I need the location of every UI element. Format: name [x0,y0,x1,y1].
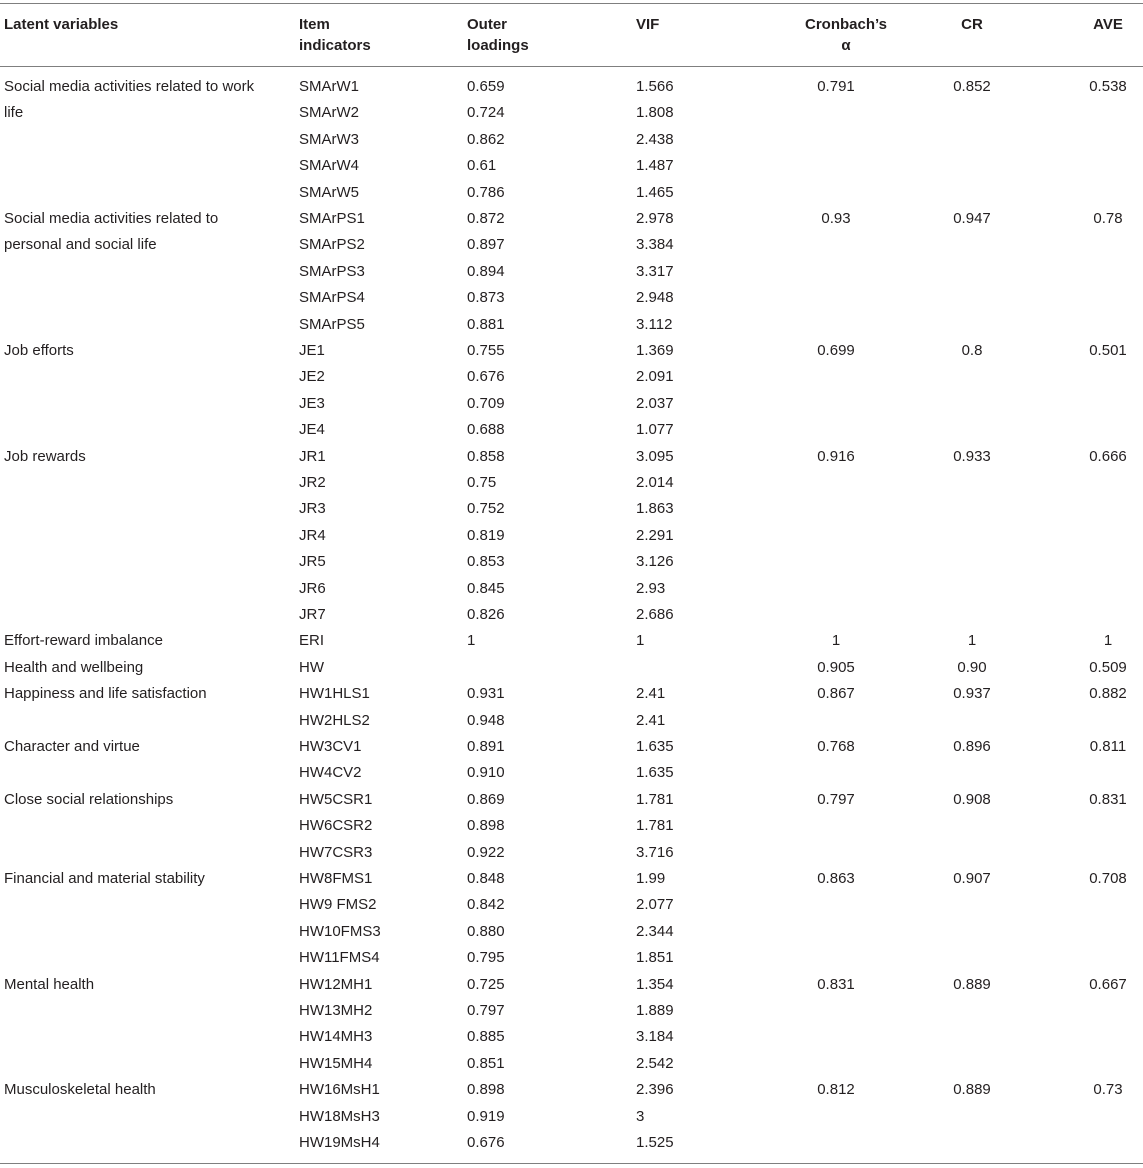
cronbachs-alpha-cell: 0.797 [817,790,855,808]
item-indicator-cell: JE4 [299,421,325,439]
vif-cell: 2.542 [636,1054,674,1072]
vif-cell: 3.716 [636,843,674,861]
outer-loading-cell: 0.922 [467,843,505,861]
vif-cell: 3.184 [636,1028,674,1046]
outer-loading-cell: 0.659 [467,78,505,95]
table-row [0,312,1143,338]
outer-loading-cell: 0.872 [467,210,505,227]
cr-cell: 0.852 [953,78,991,95]
table-top-rule [0,3,1143,4]
outer-loading-cell: 0.752 [467,500,505,518]
table-row [0,496,1143,522]
table-row [0,945,1143,971]
cronbachs-alpha-cell: 0.812 [817,1081,855,1099]
outer-loading-cell: 0.873 [467,289,505,307]
item-indicator-cell: HW14MH3 [299,1028,373,1046]
latent-variable-cell: Happiness and life satisfaction [4,685,207,703]
table-row [0,285,1143,311]
outer-loading-cell: 0.910 [467,764,505,782]
item-indicator-cell: HW [299,658,324,676]
vif-cell: 2.014 [636,474,674,491]
table-row [0,523,1143,549]
vif-cell: 1.863 [636,500,674,518]
item-indicator-cell: JR2 [299,474,326,491]
item-indicator-cell: HW1HLS1 [299,685,370,703]
latent-variable-cell: Social media activities related to work life [4,78,255,121]
table-row [0,628,1143,654]
item-indicator-cell: HW10FMS3 [299,922,381,940]
item-indicator-cell: HW18MsH3 [299,1107,380,1125]
table-row [0,576,1143,602]
outer-loading-cell: 0.786 [467,183,505,201]
cronbachs-alpha-cell: 0.791 [817,78,855,95]
vif-cell: 1.781 [636,817,674,835]
latent-variable-cell: Character and virtue [4,738,140,755]
table-row [0,127,1143,153]
table-row [0,259,1143,285]
outer-loading-cell: 0.862 [467,130,505,148]
table-row [0,892,1143,918]
table-row [0,180,1143,206]
item-indicator-cell: SMArW5 [299,183,359,201]
item-indicator-cell: SMArW3 [299,130,359,148]
vif-cell: 3.126 [636,553,674,571]
vif-cell: 2.41 [636,685,666,703]
table-row [0,417,1143,443]
cronbachs-alpha-cell: 0.863 [817,870,855,887]
table-row [0,919,1143,945]
table-row [0,602,1143,628]
outer-loading-cell: 0.676 [467,1134,505,1151]
item-indicator-cell: HW6CSR2 [299,817,373,835]
cr-cell: 0.90 [957,658,987,676]
outer-loading-cell: 0.795 [467,949,505,967]
vif-cell: 1.465 [636,183,674,201]
cr-cell: 0.8 [961,342,983,359]
vif-cell: 1.369 [636,342,674,359]
table-row [0,972,1143,998]
outer-loading-cell: 0.842 [467,896,505,914]
item-indicator-cell: SMArW1 [299,78,359,95]
table-row [0,866,1143,892]
vif-cell: 3.112 [636,315,673,333]
vif-cell: 3.317 [636,262,674,280]
cr-cell: 0.937 [953,685,991,703]
cr-cell: 0.889 [953,1081,991,1099]
outer-loading-cell: 0.61 [467,157,497,175]
latent-variable-cell: Musculoskeletal health [4,1081,156,1099]
item-indicator-cell: SMArW2 [299,104,359,122]
vif-cell: 2.686 [636,606,674,623]
vif-cell: 1.354 [636,975,674,993]
table-row [0,1024,1143,1050]
item-indicator-cell: HW12MH1 [299,975,373,993]
cr-cell: 0.933 [953,447,991,465]
item-indicator-cell: HW15MH4 [299,1054,373,1072]
vif-cell: 2.948 [636,289,674,307]
table-row [0,681,1143,707]
cronbachs-alpha-cell: 0.699 [817,342,855,359]
outer-loading-cell: 0.826 [467,606,505,623]
latent-variable-cell: Close social relationships [4,790,174,808]
table-row [0,787,1143,813]
vif-cell: 2.978 [636,210,674,227]
outer-loading-cell: 0.948 [467,711,505,729]
outer-loading-cell: 0.676 [467,368,505,386]
item-indicator-cell: SMArPS4 [299,289,365,307]
ave-cell: 0.73 [1093,1081,1123,1099]
table-row [0,444,1143,470]
table-row [0,840,1143,866]
table-row [0,549,1143,575]
outer-loading-cell: 0.75 [467,474,497,491]
cronbachs-alpha-cell: 0.768 [817,738,855,755]
outer-loading-cell: 0.853 [467,553,505,571]
outer-loading-cell: 0.881 [467,315,505,333]
table-row [0,813,1143,839]
table-row [0,338,1143,364]
ave-cell: 0.708 [1089,870,1127,887]
outer-loading-cell: 0.898 [467,817,505,835]
header-latent-variables: Latent variables [4,16,119,33]
cronbachs-alpha-cell: 0.867 [817,685,855,703]
outer-loading-cell: 0.724 [467,104,505,122]
ave-cell: 0.811 [1089,738,1127,755]
cronbachs-alpha-cell: 0.905 [817,658,855,676]
table-row [0,734,1143,760]
table-row [0,100,1143,126]
item-indicator-cell: JE1 [299,342,325,359]
item-indicator-cell: HW7CSR3 [299,843,373,861]
item-indicator-cell: JE3 [299,394,325,412]
outer-loading-cell: 0.869 [467,790,505,808]
item-indicator-cell: HW3CV1 [299,738,362,755]
cr-cell: 0.947 [953,210,991,227]
vif-cell: 1.566 [636,78,674,95]
cr-cell: 0.908 [953,790,991,808]
vif-cell: 1.635 [636,738,674,755]
vif-cell: 3.384 [636,236,674,254]
table-row [0,998,1143,1024]
latent-variable-cell: Effort-reward imbalance [4,632,163,650]
vif-cell: 1.99 [636,870,666,887]
table-row [0,364,1143,390]
vif-cell: 1.077 [636,421,674,439]
outer-loading-cell: 0.894 [467,262,505,280]
outer-loading-cell: 0.755 [467,342,505,359]
vif-cell: 1.851 [636,949,674,967]
outer-loading-cell: 0.797 [467,1002,505,1019]
item-indicator-cell: SMArPS3 [299,262,365,280]
item-indicator-cell: JR7 [299,606,326,623]
item-indicator-cell: HW16MsH1 [299,1081,380,1099]
vif-cell: 1 [636,632,645,650]
vif-cell: 1.635 [636,764,674,782]
outer-loading-cell: 0.931 [467,685,505,703]
item-indicator-cell: SMArPS2 [299,236,365,254]
header-cronbachs-alpha: Cronbach’s α [805,16,887,54]
latent-variable-cell: Job rewards [4,447,86,465]
outer-loading-cell: 0.858 [467,447,505,465]
header-bottom-rule [0,66,1143,67]
table-row [0,1104,1143,1130]
item-indicator-cell: JR1 [299,447,326,465]
item-indicator-cell: HW9 FMS2 [299,896,377,914]
vif-cell: 1.808 [636,104,674,122]
vif-cell: 2.344 [636,922,674,940]
cronbachs-alpha-cell: 0.93 [821,210,851,227]
cr-cell: 1 [967,632,977,650]
vif-cell: 2.396 [636,1081,674,1099]
table-bottom-rule [0,1163,1143,1164]
outer-loading-cell: 0.891 [467,738,505,755]
vif-cell: 1.889 [636,1002,674,1019]
latent-variable-cell: Financial and material stability [4,870,205,887]
ave-cell: 0.501 [1089,342,1127,359]
table-row [0,655,1143,681]
ave-cell: 0.666 [1089,447,1127,465]
outer-loading-cell: 0.919 [467,1107,505,1125]
item-indicator-cell: HW4CV2 [299,764,362,782]
outer-loading-cell: 0.709 [467,394,505,412]
item-indicator-cell: JR5 [299,553,326,571]
vif-cell: 2.077 [636,896,674,914]
cronbachs-alpha-cell: 0.831 [817,975,855,993]
ave-cell: 0.509 [1089,658,1127,676]
vif-cell: 3 [636,1107,645,1125]
outer-loading-cell: 0.688 [467,421,505,439]
ave-cell: 0.78 [1093,210,1123,227]
outer-loading-cell: 0.725 [467,975,505,993]
outer-loading-cell: 0.898 [467,1081,505,1099]
cronbachs-alpha-cell: 0.916 [817,447,855,465]
item-indicator-cell: HW13MH2 [299,1002,373,1019]
item-indicator-cell: HW5CSR1 [299,790,373,808]
ave-cell: 1 [1103,632,1113,650]
outer-loading-cell: 0.880 [467,922,505,940]
item-indicator-cell: HW11FMS4 [299,949,380,967]
item-indicator-cell: HW19MsH4 [299,1134,380,1151]
ave-cell: 0.882 [1089,685,1127,703]
cr-cell: 0.907 [953,870,991,887]
latent-variable-cell: Health and wellbeing [4,658,144,676]
vif-cell: 2.291 [636,526,674,544]
table-row [0,1077,1143,1103]
ave-cell: 0.831 [1089,790,1127,808]
item-indicator-cell: HW8FMS1 [299,870,373,887]
latent-variable-cell: Mental health [4,975,95,993]
outer-loading-cell: 0.819 [467,526,505,544]
outer-loading-cell: 1 [467,632,476,650]
header-vif: VIF [636,16,660,33]
vif-cell: 3.095 [636,447,674,465]
item-indicator-cell: JR4 [299,526,326,544]
table-row [0,1051,1143,1077]
latent-variable-cell: Job efforts [4,342,74,359]
cr-cell: 0.896 [953,738,991,755]
cronbachs-alpha-cell: 1 [831,632,841,650]
item-indicator-cell: SMArPS1 [299,210,365,227]
vif-cell: 2.93 [636,579,666,597]
table-row [0,1130,1143,1156]
ave-cell: 0.538 [1089,78,1127,95]
item-indicator-cell: JE2 [299,368,325,386]
header-item-indicators: Item indicators [299,16,371,54]
outer-loading-cell: 0.851 [467,1054,505,1072]
vif-cell: 1.781 [636,790,674,808]
ave-cell: 0.667 [1089,975,1127,993]
header-ave: AVE [1093,16,1123,33]
header-cr: CR [961,16,983,33]
table-row [0,760,1143,786]
vif-cell: 2.438 [636,130,674,148]
vif-cell: 2.091 [636,368,674,386]
table-row [0,708,1143,734]
vif-cell: 2.037 [636,394,674,412]
outer-loading-cell: 0.848 [467,870,505,887]
table-row [0,153,1143,179]
cr-cell: 0.889 [953,975,991,993]
item-indicator-cell: JR3 [299,500,326,518]
vif-cell: 2.41 [636,711,666,729]
vif-cell: 1.487 [636,157,674,175]
item-indicator-cell: SMArPS5 [299,315,365,333]
item-indicator-cell: SMArW4 [299,157,359,175]
latent-variable-cell: Social media activities related to personal and social life [4,210,219,253]
item-indicator-cell: JR6 [299,579,326,597]
table-row [0,470,1143,496]
item-indicator-cell: ERI [299,632,325,650]
header-outer-loadings: Outer loadings [467,16,529,54]
outer-loading-cell: 0.885 [467,1028,505,1046]
outer-loading-cell: 0.845 [467,579,505,597]
outer-loading-cell: 0.897 [467,236,505,254]
table-row [0,232,1143,258]
vif-cell: 1.525 [636,1134,674,1151]
item-indicator-cell: HW2HLS2 [299,711,370,729]
table-row [0,391,1143,417]
